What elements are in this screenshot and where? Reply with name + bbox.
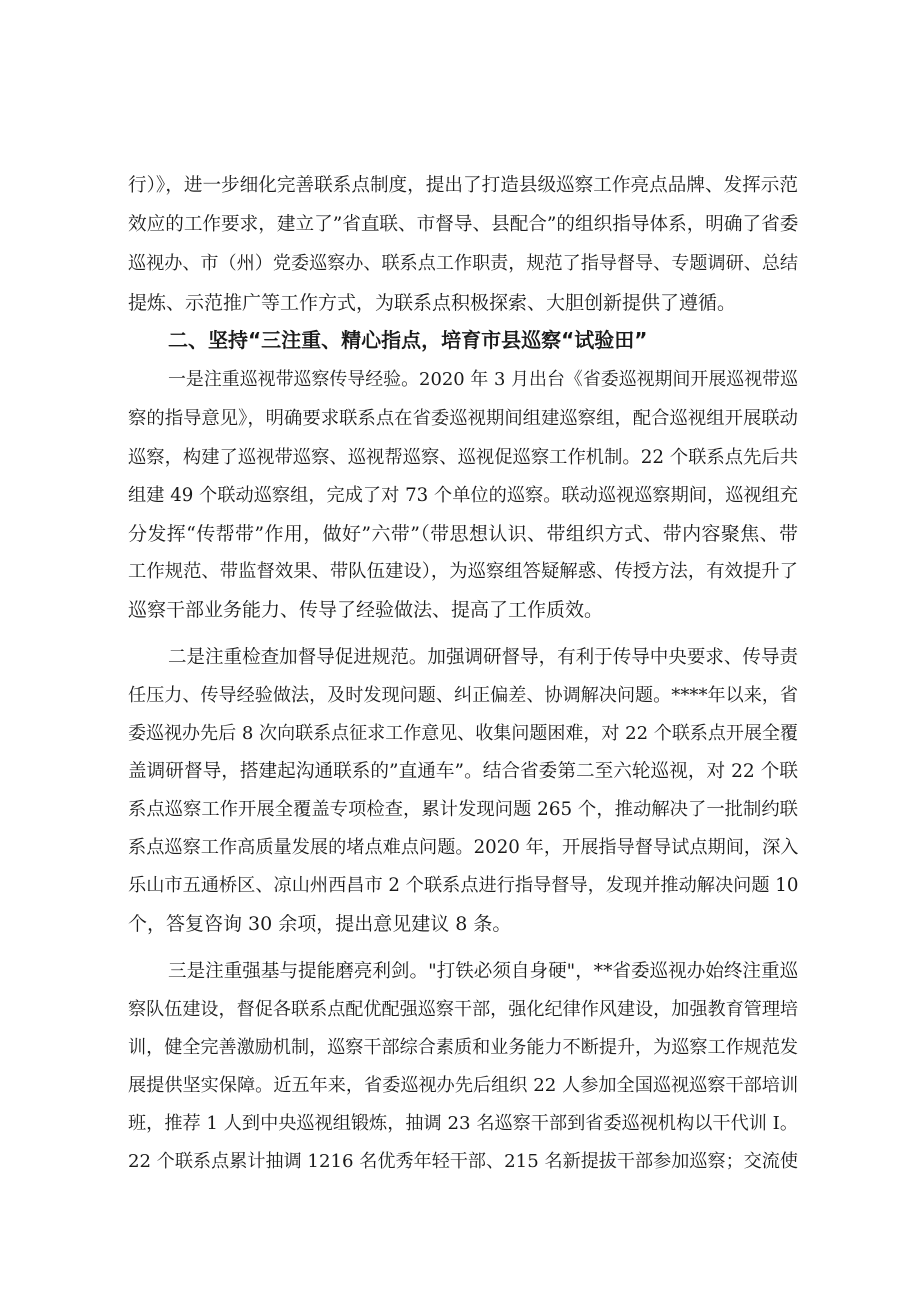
p2-line-6: 系点巡察工作高质量发展的堵点难点问题。2020 年，开展指导督导试点期间，深入 bbox=[128, 837, 799, 858]
p1-line-7: 巡察干部业务能力、传导了经验做法、提高了工作质效。 bbox=[128, 599, 604, 621]
p3-line-1: 三是注重强基与提能磨亮利剑。"打铁必须自身硬"，**省委巡视办始终注重巡 bbox=[168, 961, 799, 982]
p2-line-8: 个，答复咨询 30 余项，提出意见建议 8 条。 bbox=[128, 913, 512, 935]
intro-line-2: 效应的工作要求，建立了”省直联、市督导、县配合”的组织指导体系，明确了省委 bbox=[128, 214, 799, 235]
p2-line-1: 二是注重检查加督导促进规范。加强调研督导，有利于传导中央要求、传导责 bbox=[168, 647, 798, 668]
p2-line-5: 系点巡察工作开展全覆盖专项检查，累计发现问题 265 个，推动解决了一批制约联 bbox=[128, 799, 798, 820]
p3-line-3: 训，健全完善激励机制，巡察干部综合素质和业务能力不断提升，为巡察工作规范发 bbox=[128, 1037, 799, 1058]
p3-line-6: 22 个联系点累计抽调 1216 名优秀年轻干部、215 名新提拔干部参加巡察；交流使 bbox=[128, 1151, 799, 1172]
p1-line-2: 察的指导意见》，明确要求联系点在省委巡视期间组建巡察组，配合巡视组开展联动 bbox=[128, 408, 798, 429]
section-heading: 二、坚持“三注重、精心指点，培育市县巡察“试验田” bbox=[168, 328, 648, 352]
p1-line-5: 分发挥“传帮带”作用，做好”六带”（带思想认识、带组织方式、带内容聚焦、带 bbox=[128, 523, 798, 545]
p2-line-4: 盖调研督导，搭建起沟通联系的”直通车”。结合省委第二至六轮巡视，对 22 个联 bbox=[128, 761, 798, 782]
p1-line-6: 工作规范、带监督效果、带队伍建设），为巡察组答疑解惑、传授方法，有效提升了 bbox=[128, 561, 798, 582]
p3-line-2: 察队伍建设，督促各联系点配优配强巡察干部，强化纪律作风建设，加强教育管理培 bbox=[128, 999, 799, 1020]
p3-line-5: 班，推荐 1 人到中央巡视组锻炼，抽调 23 名巡察干部到省委巡视机构以干代训 I。 bbox=[128, 1113, 798, 1134]
p2-line-7: 乐山市五通桥区、凉山州西昌市 2 个联系点进行指导督导，发现并推动解决问题 10 bbox=[128, 875, 799, 896]
intro-line-1: 行）》，进一步细化完善联系点制度，提出了打造县级巡察工作亮点品牌、发挥示范 bbox=[128, 175, 798, 196]
p2-line-3: 委巡视办先后 8 次向联系点征求工作意见、收集问题困难，对 22 个联系点开展全覆 bbox=[128, 723, 798, 744]
p2-line-2: 任压力、传导经验做法，及时发现问题、纠正偏差、协调解决问题。****年以来，省 bbox=[128, 685, 799, 706]
p1-line-1: 一是注重巡视带巡察传导经验。2020 年 3 月出台《省委巡视期间开展巡视带巡 bbox=[168, 369, 798, 390]
p3-line-4: 展提供坚实保障。近五年来，省委巡视办先后组织 22 人参加全国巡视巡察干部培训 bbox=[128, 1075, 799, 1096]
intro-line-4: 提炼、示范推广等工作方式，为联系点积极探索、大胆创新提供了遵循。 bbox=[128, 292, 737, 314]
intro-line-3: 巡视办、市（州）党委巡察办、联系点工作职责，规范了指导督导、专题调研、总结 bbox=[128, 253, 799, 274]
p1-line-3: 巡察，构建了巡视带巡察、巡视帮巡察、巡视促巡察工作机制。22 个联系点先后共 bbox=[128, 447, 799, 468]
p1-line-4: 组建 49 个联动巡察组，完成了对 73 个单位的巡察。联动巡视巡察期间，巡视组充 bbox=[128, 485, 798, 506]
